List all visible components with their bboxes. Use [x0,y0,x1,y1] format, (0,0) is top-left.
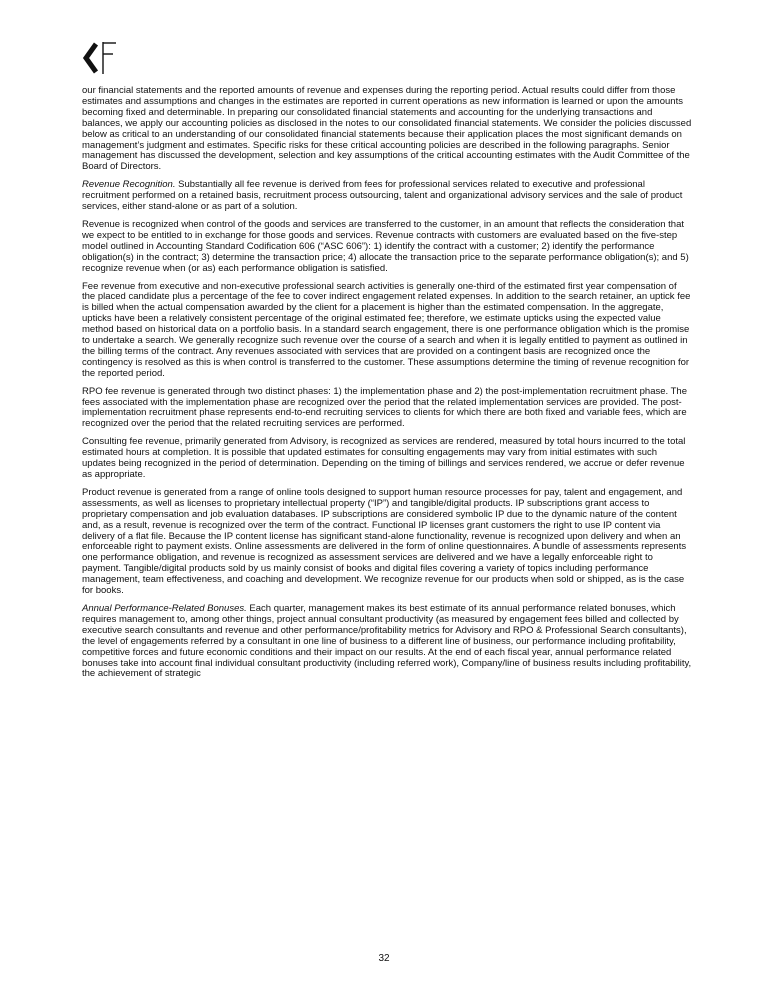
paragraph-text: Substantially all fee revenue is derived from fees for professional services related to executive and professional recruitment performed on a retained basis, recruitment process outsourcing, talent and organizational advisory services and the sale of product services, either stand-alone or as part of a solution. [82,179,683,213]
paragraph-text: RPO fee revenue is generated through two distinct phases: 1) the implementation phase and 2) the post-implementation recruitment phase. The fees associated with the implementation phase are recognized over the period that the related implementation services are provided. The post-implementation recruitment phase represents end-to-end recruiting services to clients for which there are both fixed and variable fees, which are recognized over the period that the related recruiting services are performed. [82,385,688,430]
paragraph-lead: Annual Performance-Related Bonuses. [82,602,247,614]
paragraph-1 [82,86,692,173]
company-logo [82,40,130,76]
paragraph-revenue-recognition [82,180,692,213]
paragraph-5 [82,387,692,431]
kf-logo-icon [82,40,130,76]
paragraph-lead: Revenue Recognition. [82,179,176,191]
page-number: 32 [378,953,390,964]
paragraph-text: Revenue is recognized when control of the goods and services are transferred to the customer, in an amount that reflects the consideration that we expect to be entitled to in exchange for those goods and services. Revenue contracts with customers are evaluated based on the five-step model outlined in Accounting Standard Codification 606 (“ASC 606”): 1) identify the contract with a customer; 2) identify the performance obligation(s) in the contract; 3) determine the transaction price; 4) allocate the transaction price to the separate performance obligation(s); and 5) recognize revenue when (or as) each performance obligation is satisfied. [82,218,689,274]
paragraph-text: Consulting fee revenue, primarily generated from Advisory, is recognized as services are rendered, measured by total hours incurred to the total estimated hours at completion. It is possible that updated estimates for consulting engagements may vary from initial estimates with such updates being recognized in the period of determination. Depending on the timing of billings and services rendered, we accrue or defer revenue as appropriate. [82,436,686,480]
paragraph-6 [82,437,692,481]
paragraph-text: Fee revenue from executive and non-executive professional search activities is generally one-third of the estimated first year compensation of the placed candidate plus a percentage of the fee to cover indirect engagement related expenses. In addition to the search retainer, an uptick fee is billed when the actual compensation awarded by the client for a placement is higher than the estimated compensation. In the aggregate, upticks have been a relatively consistent percentage of the original estimated fee; therefore, we estimate upticks using the expected value method based on historical data on a portfolio basis. In a standard search engagement, there is one performance obligation which is the promise to undertake a search. We generally recognize such revenue over the course of a search and when it is legally entitled to payment as outlined in the billing terms of the contract. Any revenues associated with services that are provided on a contingent basis are recognized once the contingency is resolved as this is when control is transferred to the customer. These assumptions determine the timing of revenue recognition for the reported period. [82,280,691,379]
document-body [82,86,692,687]
paragraph-annual-bonuses [82,604,692,680]
paragraph-text: our financial statements and the reported amounts of revenue and expenses during the reporting period. Actual results could differ from those estimates and assumptions and changes in the estimates are reported in current operations as new information is learned or upon the amounts becoming fixed and determinable. In preparing our consolidated financial statements and accounting for the underlying transactions and balances, we apply our accounting policies as disclosed in the notes to our consolidated financial statements. We consider the policies discussed below as critical to an understanding of our consolidated financial statements because their application places the most significant demands on management’s judgment and estimates. Specific risks for these critical accounting policies are described in the following paragraphs. Senior management has discussed the development, selection and key assumptions of the critical accounting estimates with the Audit Committee of the Board of Directors. [82,85,692,173]
paragraph-text: Each quarter, management makes its best estimate of its annual performance related bonuses, which requires management to, among other things, project annual consultant productivity (as measured by engagement fees billed and collected by executive search consultants and revenue and other performance/profitability metrics for Advisory and RPO & Professional Search consultants), the level of engagements referred by a consultant in one line of business to a different line of business, our performance including profitability, competitive forces and future economic conditions and their impact on our results. At the end of each fiscal year, annual performance related bonuses take into account final individual consultant productivity (including referred work), Company/line of business results including profitability, the achievement of strategic [82,602,692,680]
paragraph-text: Product revenue is generated from a range of online tools designed to support human resource processes for pay, talent and engagement, and assessments, as well as licenses to proprietary intellectual property (“IP”) and tangible/digital products. IP subscriptions grant access to proprietary compensation and job evaluation databases. IP subscriptions are considered symbolic IP due to the dynamic nature of the content and, as a result, revenue is recognized over the term of the contract. Functional IP licenses grant customers the right to use IP content via delivery of a flat file. Because the IP content license has significant stand-alone functionality, revenue is recognized upon delivery and when an enforceable right to payment exists. Online assessments are delivered in the form of online questionnaires. A bundle of assessments represents one performance obligation, and revenue is recognized as assessment services are delivered and we have a legally enforceable right to payment. Tangible/digital products sold by us mainly consist of books and digital files covering a variety of topics including performance management, team effectiveness, and coaching and development. We recognize revenue for our products when sold or shipped, as is the case for books. [82,486,687,597]
paragraph-4 [82,282,692,380]
paragraph-7 [82,488,692,597]
paragraph-3 [82,220,692,275]
